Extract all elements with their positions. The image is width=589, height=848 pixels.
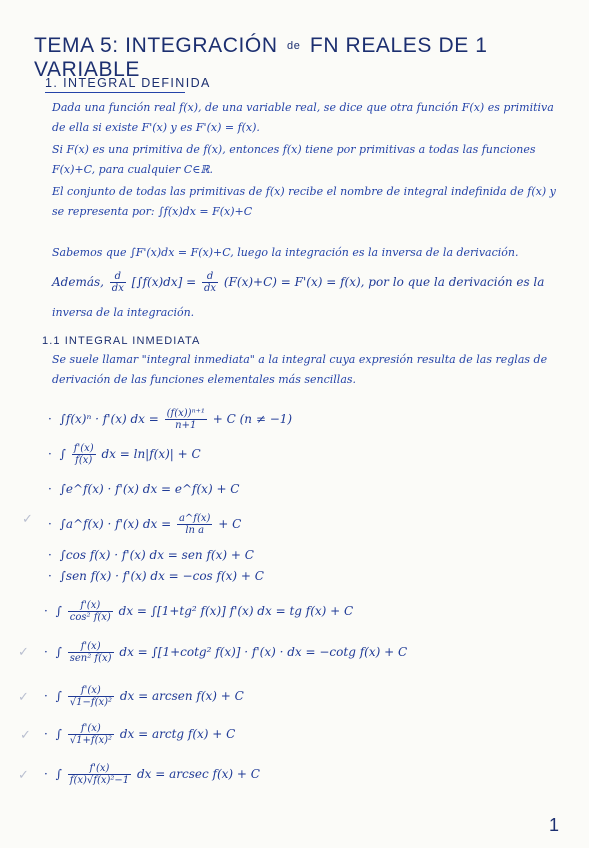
section-heading-integral-definida: 1. INTEGRAL DEFINIDA (45, 76, 211, 90)
formula-arcsine: · ∫ $\frac{f'(x)}{\text{√1−f(x)²}}$ dx = arcsen f(x) + C (44, 685, 244, 708)
formula-cosine: · ∫cos f(x) · f'(x) dx = sen f(x) + C (48, 548, 254, 562)
formula-sine: · ∫sen f(x) · f'(x) dx = −cos f(x) + C (48, 569, 264, 583)
title-small-word: de (287, 40, 301, 53)
d-dx-fraction-1: $\frac{d}{dx}$ (111, 271, 124, 294)
bullet: · (48, 412, 52, 426)
derivative-identity-line (52, 271, 544, 294)
paragraph-inverse: Sabemos que ∫F'(x)dx = F(x)+C, luego la integración es la inversa de la derivación. (52, 246, 519, 259)
bullet: · (48, 548, 52, 562)
title-part1: TEMA 5: INTEGRACIÓN (34, 34, 278, 57)
bullet: · (44, 604, 48, 618)
margin-check-icon: ✓ (18, 645, 29, 660)
paragraph-immediate-intro: Se suele llamar "integral inmediata" a la integral cuya expresión resulta de las reglas de derivación de las funciones elementales más sencillas. (52, 353, 548, 386)
identity-mid: [∫f(x)dx] = (131, 275, 197, 289)
bullet: · (44, 727, 48, 741)
paragraph-definition: Dada una función real f(x), de una variable real, se dice que otra función F(x) es primitiva de ella si existe F'(x) y es F'(x) = f(x). (52, 101, 554, 134)
title-part2: FN REALES DE 1 VARIABLE (34, 34, 488, 81)
formula-exponential: · ∫e^f(x) · f'(x) dx = e^f(x) + C (48, 482, 240, 496)
bullet: · (48, 482, 52, 496)
paragraph-primitives: Si F(x) es una primitiva de f(x), entonces f(x) tiene por primitivas a todas las funciones F(x)+C, para cualquier C∈ℝ. (52, 143, 536, 176)
paragraph-inverse-tail: inversa de la integración. (52, 306, 195, 319)
bullet: · (44, 689, 48, 703)
margin-check-icon: ✓ (22, 512, 33, 527)
formula-power: · ∫f(x)ⁿ · f'(x) dx = $\frac{\text{(f(x))ⁿ⁺¹}}{n+1}$ + C (n ≠ −1) (48, 408, 293, 431)
identity-end: (F(x)+C) = F'(x) = f(x), por lo que la derivación es la (223, 275, 545, 289)
margin-check-icon: ✓ (20, 728, 31, 743)
paragraph-indefinite-integral: El conjunto de todas las primitivas de f(x) recibe el nombre de integral indefinida de f(x) y se representa por: ∫f(x)dx = F(x)+C (52, 185, 556, 218)
formula-arctangent: · ∫ $\frac{f'(x)}{\text{√1+f(x)²}}$ dx = arctg f(x) + C (44, 723, 236, 746)
d-dx-fraction-2: $\frac{d}{dx}$ (204, 271, 217, 294)
bullet: · (48, 447, 52, 461)
page-number: 1 (548, 815, 559, 835)
margin-check-icon: ✓ (18, 768, 29, 783)
formula-cotangent: · ∫ $\frac{f'(x)}{\text{sen² f(x)}}$ dx = ∫[1+cotg² f(x)] · f'(x) · dx = −cotg f(x) + C (44, 641, 408, 664)
formula-arcsecant: · ∫ $\frac{f'(x)}{\text{f(x)√f(x)²−1}}$ dx = arcsec f(x) + C (44, 763, 260, 786)
page-title (34, 34, 589, 82)
formula-tangent: · ∫ $\frac{f'(x)}{\text{cos² f(x)}}$ dx = ∫[1+tg² f(x)] f'(x) dx = tg f(x) + C (44, 600, 354, 623)
heading-underline (45, 92, 185, 93)
margin-check-icon: ✓ (18, 690, 29, 705)
formula-log: · ∫ $\frac{f'(x)}{f(x)}$ dx = ln|f(x)| + C (48, 443, 201, 466)
bullet: · (44, 767, 48, 781)
formula-power-base-a: · ∫a^f(x) · f'(x) dx = $\frac{a\^{}f(x)}{\text{ln a}}$ + C (48, 513, 242, 536)
section-heading-integral-inmediata: 1.1 INTEGRAL INMEDIATA (42, 335, 201, 347)
identity-lead: Además, (52, 275, 104, 289)
bullet: · (48, 517, 52, 531)
bullet: · (48, 569, 52, 583)
bullet: · (44, 645, 48, 659)
